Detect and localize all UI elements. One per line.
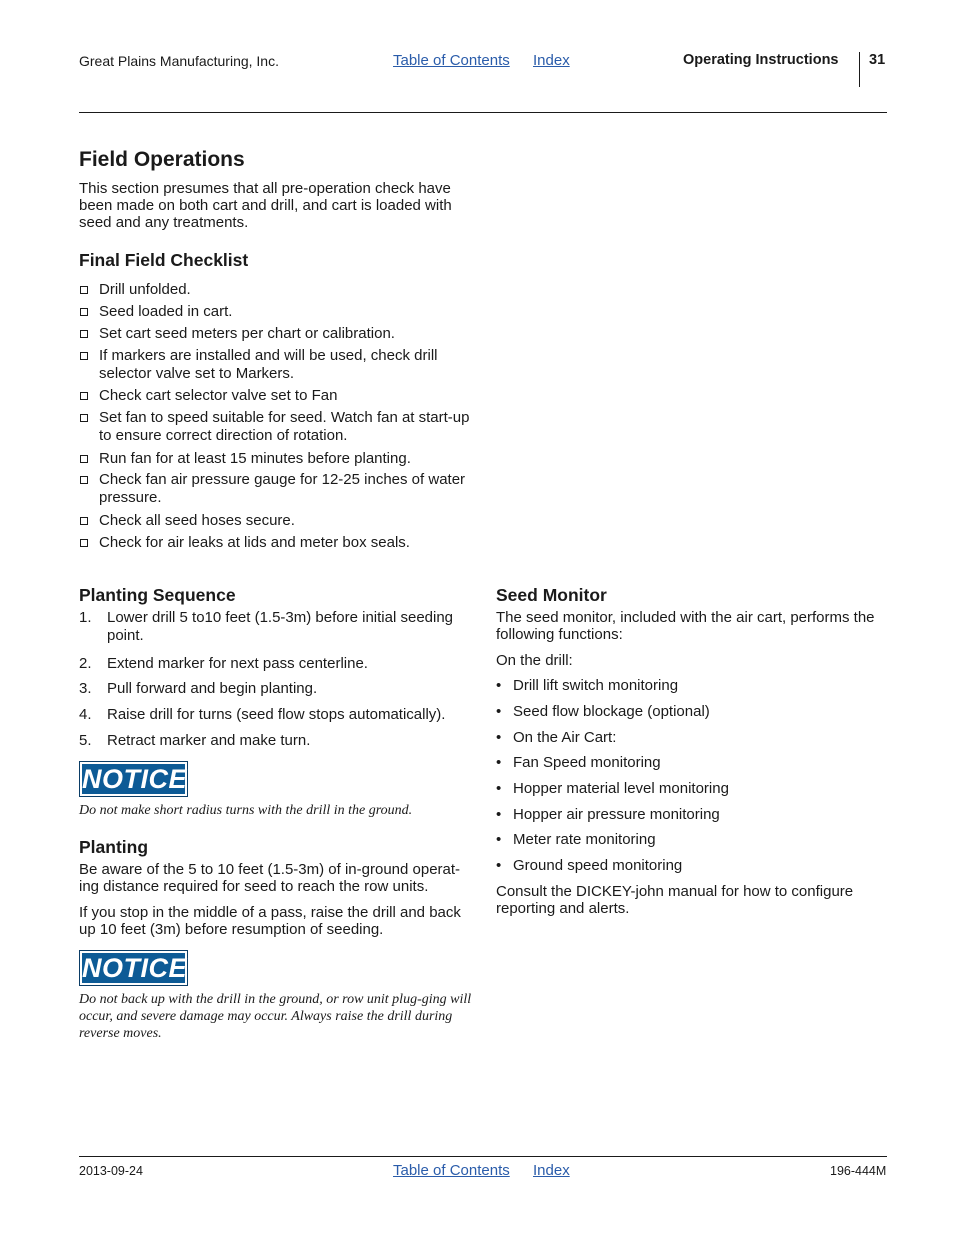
checkbox-icon xyxy=(80,539,88,547)
bullet-icon: • xyxy=(496,754,502,771)
section-title: Operating Instructions xyxy=(683,52,839,68)
on-drill-label: On the drill: xyxy=(496,652,573,669)
notice-text: Do not make short radius turns with the drill in the ground. xyxy=(79,803,413,818)
sequence-step: 5. Retract marker and make turn. xyxy=(79,732,311,749)
header-rule xyxy=(79,112,887,113)
list-item: • Meter rate monitoring xyxy=(496,831,656,848)
bullet-icon: • xyxy=(496,729,502,746)
sequence-step: 1. Lower drill 5 to10 feet (1.5-3m) before initial seeding point. xyxy=(79,609,454,644)
checkbox-icon xyxy=(80,352,88,360)
checklist-item: If markers are installed and will be used, check drill selector valve set to Markers. xyxy=(79,347,474,383)
bullet-icon: • xyxy=(496,831,502,848)
seed-monitor-intro: The seed monitor, included with the air cart, performs the following functions: xyxy=(496,609,875,643)
page-number: 31 xyxy=(869,52,886,68)
planting-sequence-heading: Planting Sequence xyxy=(79,585,236,605)
header-index-link[interactable]: Index xyxy=(533,52,570,69)
checklist-item: Run fan for at least 15 minutes before planting. xyxy=(79,450,474,468)
bullet-icon: • xyxy=(496,677,502,694)
checkbox-icon xyxy=(80,392,88,400)
checkbox-icon xyxy=(80,476,88,484)
checkbox-icon xyxy=(80,517,88,525)
footer-date: 2013-09-24 xyxy=(79,1164,143,1178)
checkbox-icon xyxy=(80,455,88,463)
checkbox-icon xyxy=(80,414,88,422)
header-toc-link[interactable]: Table of Contents xyxy=(393,52,510,69)
sequence-step: 4. Raise drill for turns (seed flow stops automatically). xyxy=(79,706,446,723)
seed-monitor-outro: Consult the DICKEY-john manual for how to configure reporting and alerts. xyxy=(496,883,854,917)
list-item: • Hopper air pressure monitoring xyxy=(496,806,720,823)
company-name: Great Plains Manufacturing, Inc. xyxy=(79,53,279,69)
sequence-step: 2. Extend marker for next pass centerline. xyxy=(79,655,368,672)
bullet-icon: • xyxy=(496,857,502,874)
notice-badge: NOTICE xyxy=(79,950,188,986)
checkbox-icon xyxy=(80,286,88,294)
checkbox-icon xyxy=(80,330,88,338)
page-title: Field Operations xyxy=(79,148,245,171)
header-divider xyxy=(859,52,860,87)
notice-text: Do not back up with the drill in the ground, or row unit plug-ging will occur, and severe damage may occur. Always raise the drill during reverse moves. xyxy=(79,992,472,1041)
footer-toc-link[interactable]: Table of Contents xyxy=(393,1162,510,1179)
bullet-icon: • xyxy=(496,780,502,797)
footer-rule xyxy=(79,1156,887,1157)
list-item: • Ground speed monitoring xyxy=(496,857,683,874)
checklist-heading: Final Field Checklist xyxy=(79,250,249,270)
checklist-item: Seed loaded in cart. xyxy=(79,303,474,321)
footer-index-link[interactable]: Index xyxy=(533,1162,570,1179)
planting-heading: Planting xyxy=(79,837,149,857)
checklist-item: Set cart seed meters per chart or calibration. xyxy=(79,325,474,343)
checklist-item: Check cart selector valve set to Fan xyxy=(79,387,474,405)
checklist-item: Check all seed hoses secure. xyxy=(79,512,474,530)
list-item: • Fan Speed monitoring xyxy=(496,754,661,771)
list-item: • Seed flow blockage (optional) xyxy=(496,703,710,720)
checkbox-icon xyxy=(80,308,88,316)
checklist-item: Set fan to speed suitable for seed. Watch fan at start-up to ensure correct direction of rotation. xyxy=(79,409,474,445)
planting-paragraph: Be aware of the 5 to 10 feet (1.5-3m) of in-ground operat-ing distance required for seed to reach the row units. xyxy=(79,861,461,895)
checklist-item: Check fan air pressure gauge for 12-25 inches of water pressure. xyxy=(79,471,474,507)
sequence-step: 3. Pull forward and begin planting. xyxy=(79,680,318,697)
checklist-item: Drill unfolded. xyxy=(79,281,474,299)
list-item: • On the Air Cart: xyxy=(496,729,617,746)
list-item: • Hopper material level monitoring xyxy=(496,780,729,797)
intro-paragraph: This section presumes that all pre-operation check have been made on both cart and drill, and cart is loaded with seed and any treatments. xyxy=(79,180,452,231)
planting-paragraph: If you stop in the middle of a pass, raise the drill and back up 10 feet (3m) before resumption of seeding. xyxy=(79,904,461,938)
bullet-icon: • xyxy=(496,703,502,720)
list-item: • Drill lift switch monitoring xyxy=(496,677,679,694)
notice-badge: NOTICE xyxy=(79,761,188,797)
checklist-item: Check for air leaks at lids and meter box seals. xyxy=(79,534,474,552)
doc-number: 196-444M xyxy=(830,1164,887,1178)
bullet-icon: • xyxy=(496,806,502,823)
seed-monitor-heading: Seed Monitor xyxy=(496,585,607,605)
